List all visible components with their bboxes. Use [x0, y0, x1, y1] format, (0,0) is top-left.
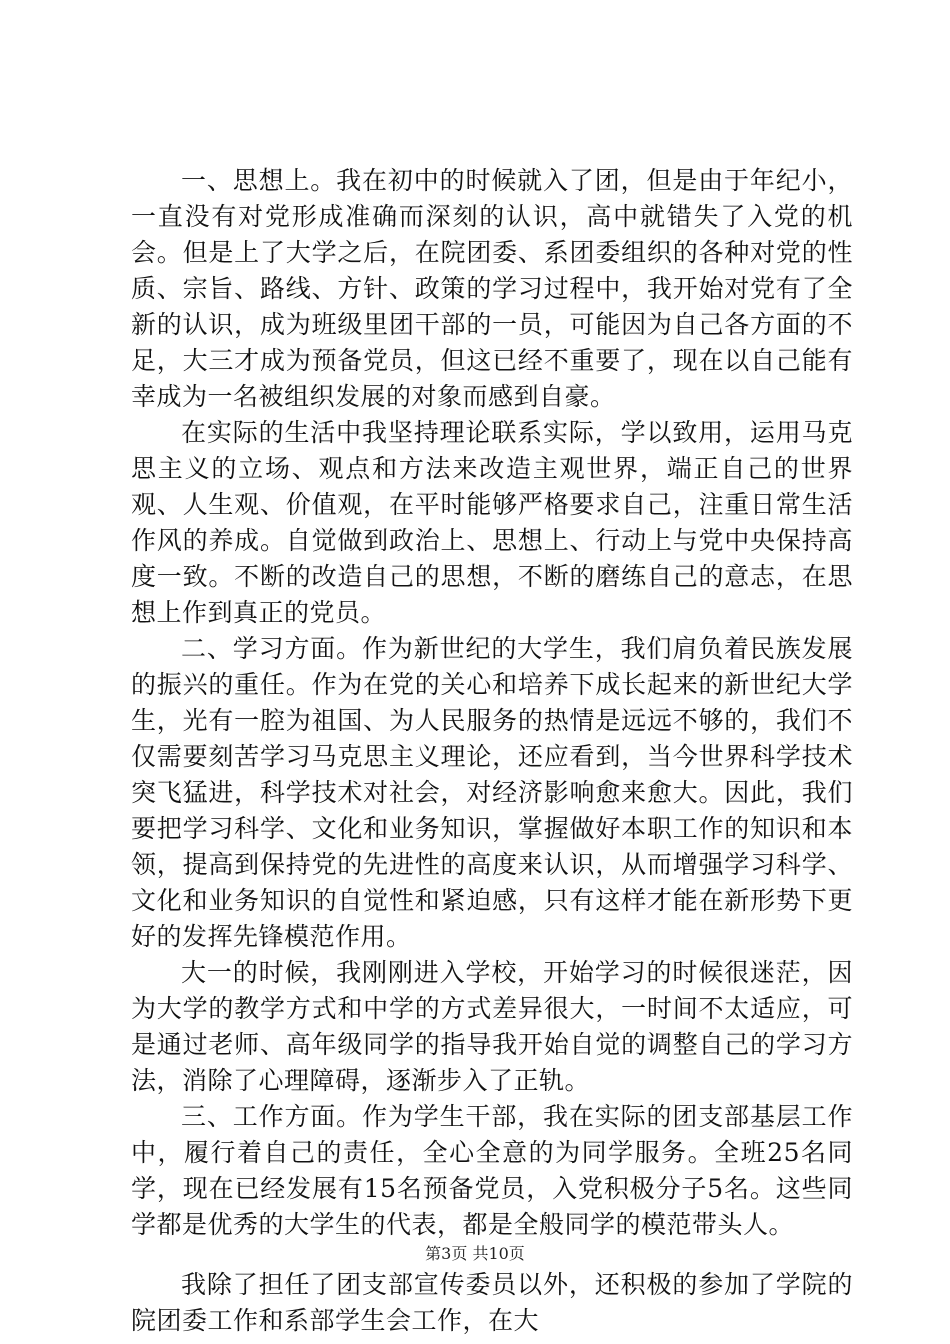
document-body: [131, 163, 853, 1339]
page-number-label: 第3页 共10页: [425, 1244, 525, 1263]
paragraph-practice: 在实际的生活中我坚持理论联系实际，学以致用，运用马克思主义的立场、观点和方法来改造主观世界，端正自己的世界观、人生观、价值观，在平时能够严格要求自己，注重日常生活作风的养成。自觉做到政治上、思想上、行动上与党中央保持高度一致。不断的改造自己的思想，不断的磨练自己的意志，在思想上作到真正的党员。: [131, 418, 853, 627]
paragraph-work: 三、工作方面。作为学生干部，我在实际的团支部基层工作中，履行着自己的责任，全心全意的为同学服务。全班25名同学，现在已经发展有15名预备党员，入党积极分子5名。这些同学都是优秀的大学生的代表，都是全般同学的模范带头人。: [131, 1102, 853, 1239]
paragraph-ideology: 一、思想上。我在初中的时候就入了团，但是由于年纪小，一直没有对党形成准确而深刻的认识，高中就错失了入党的机会。但是上了大学之后，在院团委、系团委组织的各种对党的性质、宗旨、路线、方针、政策的学习过程中，我开始对党有了全新的认识，成为班级里团干部的一员，可能因为自己各方面的不足，大三才成为预备党员，但这已经不重要了，现在以自己能有幸成为一名被组织发展的对象而感到自豪。: [131, 166, 853, 411]
page-footer: [0, 1244, 950, 1264]
paragraph-league-duties: 我除了担任了团支部宣传委员以外，还积极的参加了学院的院团委工作和系部学生会工作，在大: [131, 1270, 853, 1335]
paragraph-study: 二、学习方面。作为新世纪的大学生，我们肩负着民族发展的振兴的重任。作为在党的关心和培养下成长起来的新世纪大学生，光有一腔为祖国、为人民服务的热情是远远不够的，我们不仅需要刻苦学习马克思主义理论，还应看到，当今世界科学技术突飞猛进，科学技术对社会，对经济影响愈来愈大。因此，我们要把学习科学、文化和业务知识，掌握做好本职工作的知识和本领，提高到保持党的先进性的高度来认识，从而增强学习科学、文化和业务知识的自觉性和紧迫感，只有这样才能在新形势下更好的发挥先锋模范作用。: [131, 634, 853, 951]
paragraph-freshman-year: 大一的时候，我刚刚进入学校，开始学习的时候很迷茫，因为大学的教学方式和中学的方式差异很大，一时间不太适应，可是通过老师、高年级同学的指导我开始自觉的调整自己的学习方法，消除了心理障碍，逐渐步入了正轨。: [131, 958, 853, 1095]
